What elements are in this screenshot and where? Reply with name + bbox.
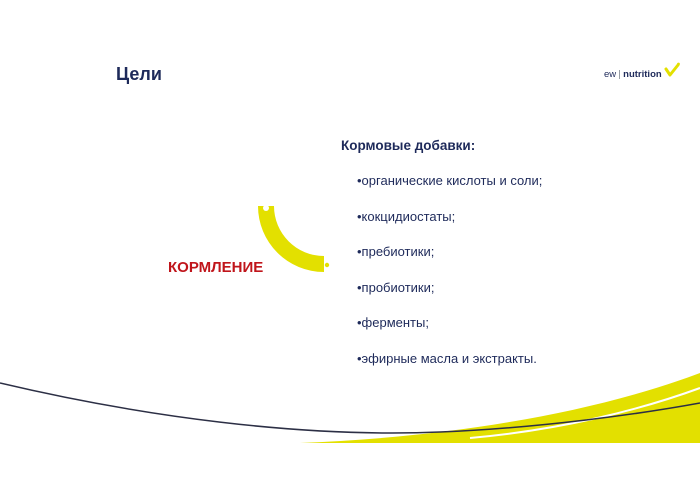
list-item: •эфирные масла и экстракты. [357,350,537,366]
slide-title: Цели [116,64,162,84]
logo-name: nutrition [623,68,662,80]
feeding-label: КОРМЛЕНИЕ [168,259,264,276]
list-item: •органические кислоты и соли; [357,173,543,188]
list-item: •ферменты; [357,315,429,330]
logo-prefix: ew [604,68,617,80]
list-item: •кокцидиостаты; [357,208,456,224]
section-heading: Кормовые добавки: [341,138,476,153]
list-item: •пребиотики; [357,244,435,259]
list-item: •пробиотики; [357,279,435,295]
